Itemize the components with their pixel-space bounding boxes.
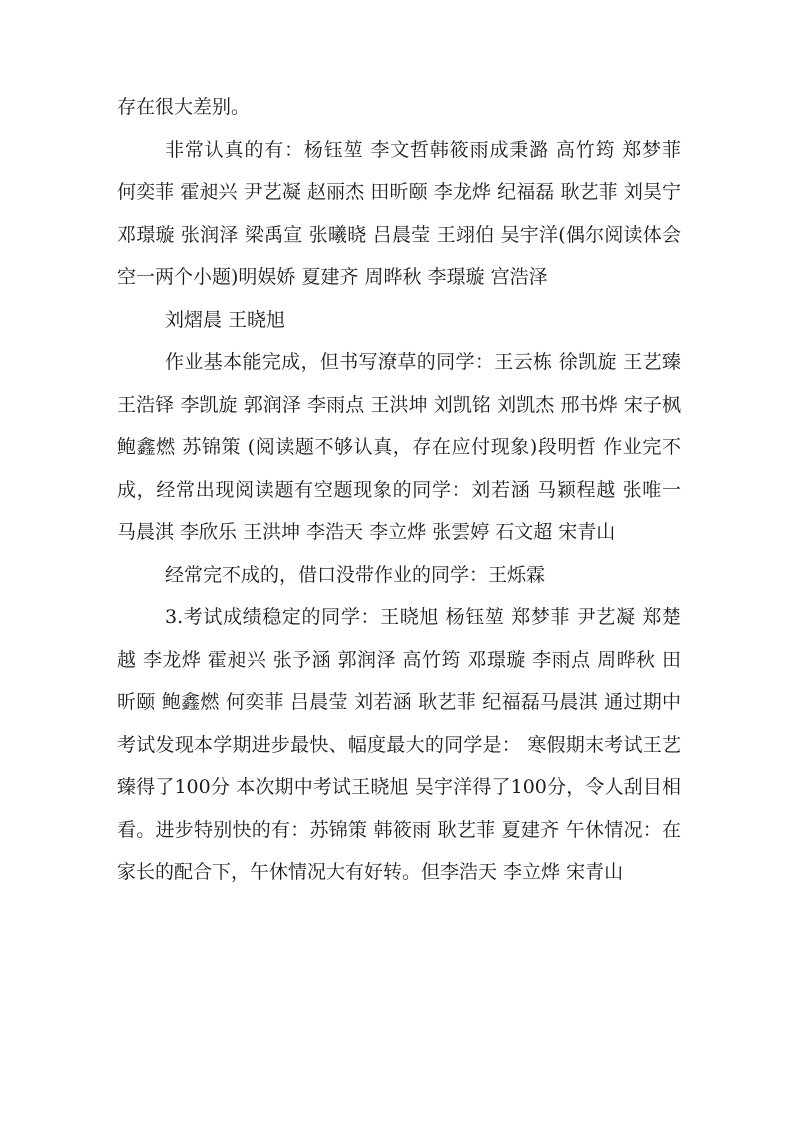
paragraph-2: 非常认真的有：杨钰堃 李文哲韩筱雨成秉潞 高竹筠 郑梦菲 何奕菲 霍昶兴 尹艺凝 赵丽杰 田昕颐 李龙烨 纪福磊 耿艺菲 刘昊宁 邓璟璇 张润泽 梁禹宣 张曦晓 吕晨莹 王翊伯 吴宇洋(偶尔阅读体会空一两个小题)明娱娇 夏建齐 周晔秋 李璟璇 宫浩泽 <box>117 138 681 288</box>
paragraph-1: 存在很大差别。 <box>117 96 251 118</box>
paragraph-4: 作业基本能完成，但书写潦草的同学：王云栋 徐凯旋 王艺臻 王浩铎 李凯旋 郭润泽 李雨点 王洪坤 刘凯铭 刘凯杰 邢书烨 宋子枫 鲍鑫燃 苏锦策 (阅读题不够认真，存在应付现象)段明哲 作业完不成，经常出现阅读题有空题现象的同学：刘若涵 马颖程越 张唯一 马晨淇 李欣乐 王洪坤 李浩天 李立烨 张雲婷 石文超 宋青山 <box>117 351 681 543</box>
document-page <box>117 86 681 894</box>
paragraph-5: 经常完不成的，借口没带作业的同学：王烁霖 <box>165 563 546 586</box>
paragraph-6: 3.考试成绩稳定的同学：王晓旭 杨钰堃 郑梦菲 尹艺凝 郑楚越 李龙烨 霍昶兴 张予涵 郭润泽 高竹筠 邓璟璇 李雨点 周晔秋 田昕颐 鲍鑫燃 何奕菲 吕晨莹 刘若涵 耿艺菲 纪福磊马晨淇 通过期中考试发现本学期进步最快、幅度最大的同学是： 寒假期末考试王艺臻得了100分 本次期中考试王晓旭 吴宇洋得了100分，令人刮目相看。进步特别快的有：苏锦策 韩筱雨 耿艺菲 夏建齐 午休情况：在家长的配合下，午休情况大有好转。但李浩天 李立烨 宋青山 <box>117 606 681 883</box>
paragraph-3: 刘熠晨 王晓旭 <box>165 308 286 331</box>
